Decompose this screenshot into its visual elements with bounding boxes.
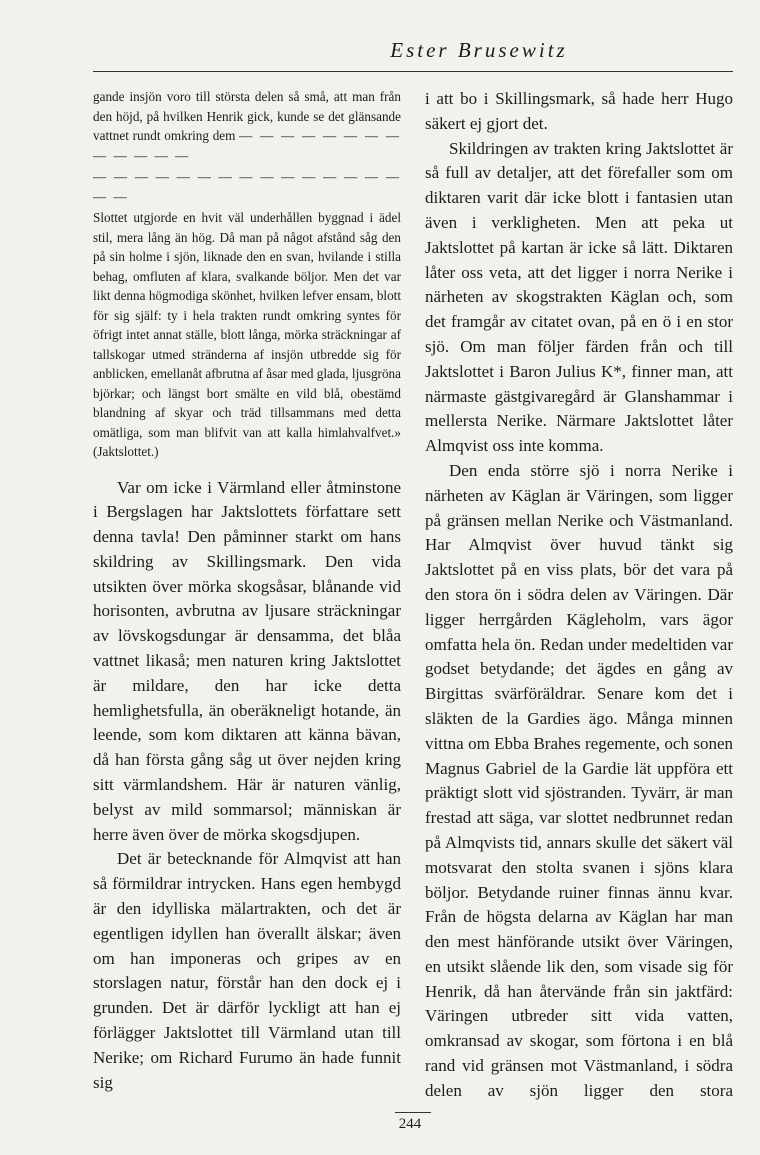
body-paragraph: Skildringen av trakten kring Jaktslottet är så full av detaljer, att det förefaller som om diktaren varit där icke blott i fantasien utan även i verkligheten. Men att peka ut Jaktslottet på kartan är icke så lätt. Diktaren låter oss veta, att det ligger i norra Nerike i närheten av skogstrakten Käglan och, som det framgår av citatet ovan, på en ö i en stor sjö. Om man följer färden från och till Jaktslottet i Baron Julius K*, finner man, att närmaste gästgivaregård är Glanshammar i mellersta Nerike. Närmare Jaktslottet låter Almqvist oss inte komma. [425, 138, 733, 456]
header-rule [93, 71, 733, 72]
body-paragraph: Var om icke i Värmland eller åtminstone i Bergslagen har Jaktslottets författare sett denna tavla! Den påminner starkt om hans skildring av Skillingsmark. Den vida utsikten över mörka skogsåsar, blånande vid horisonten, avbrutna av ljusare sträckningar av lövskogsdungar är densamma, det blåa vattnet likaså; men naturen kring Jaktslottet är mildare, den har icke detta hemlighetsfulla, än oberäkneligt hotande, än leende, som kom diktaren att känna bävan, då han första gång såg ut över nejden kring sitt värmlandshem. Här är naturen vänlig, belyst av mild sommarsol; människan är herre även över de mörka skogsdjupen. [93, 477, 401, 844]
right-body-text [425, 87, 733, 1104]
quote-paragraph: Slottet utgjorde en hvit väl underhållen byggnad i ädel stil, mera lång än hög. Då man på något afstånd såg den på sin holme i sjön, liknade den en svan, hvilande i stilla behag, omfluten af klara, svalkande böljor. Men det var likt denna högmodiga skönhet, hvilken lefver ensam, blott för sig själf: ty i hela trakten rundt omkring syntes för öfrigt intet annat ställe, blott långa, mörka sträckningar af tallskogar utmed stränderna af insjön utbredde sig för anblicken, emellanåt afbrutna af åsar med glada, ljusgröna björkar; och längst bort smälte en vild blå, obestämd blandning af skyar och träd tillsammans med detta omätliga, som man blifvit van att kalla himlahvalfvet.» (Jaktslottet.) [93, 210, 401, 459]
body-paragraph: Det är betecknande för Almqvist att han så förmildrar intrycken. Hans egen hembygd är den idylliska mälartrakten, och det är egentligen idyllen han överallt älskar; även om han imponeras och gripes av en storslagen natur, förstår han den dock ej i grunden. Det är därför lyckligt att han ej förlägger Jaktslottet till Värmland utan till Nerike; om Richard Furumo än hade funnit sig [93, 849, 401, 1092]
left-body-text [93, 476, 401, 1096]
footer-rule [395, 1112, 431, 1113]
quote-dash-line-full: — — — — — — — — — — — — — — — — — [93, 169, 401, 204]
body-paragraph: Den enda större sjö i norra Nerike i närheten av Käglan är Väringen, som ligger på gränsen mellan Nerike och Västmanland. Har Almqvist över huvud tänkt sig Jaktslottet på en viss plats, bör det vara på den stora ön i södra delen av Väringen. Där ligger herrgården Kägleholm, vars ägor omfatta hela ön. Redan under medeltiden var godset betydande; det ägdes en gång av Birgittas svärföräldrar. Senare kom det i släkten de la Gardies ägo. Många minnen vittna om Ebba Brahes regemente, och sonen Magnus Gabriel de la Gardie lät uppföra ett präktigt slott vid sjöstranden. Tyvärr, är man frestad att säga, var slottet nedbrunnet redan på Almqvists tid, annars skulle det säkert väl motsvarat den stolta svanen i sjöns klara böljor. Betydande ruiner finnas ännu kvar. Från de högsta delarna av Käglan har man den mest hänförande utsikt över Väringen, en utsikt slående lik den, som visade sig för Henrik, då han återvände från sin jaktfärd: Väringen utbreder sitt vida vatten, omkransad av skogar, som förtona i en blå rand vid gränsen mot Västmanland, i södra delen av sjön ligger den stora [425, 460, 733, 1100]
page-number: 244 [398, 1116, 422, 1132]
right-column [425, 87, 733, 1104]
body-paragraph: i att bo i Skillingsmark, så hade herr Hugo säkert ej gjort det. [425, 89, 733, 133]
block-quote [93, 87, 401, 462]
running-header: Ester Brusewitz [390, 38, 568, 62]
left-column [93, 87, 401, 1095]
quote-paragraph: gande insjön voro till största delen så små, att man från den höjd, på hvilken Henrik gick, kunde se det glänsande vattnet rundt omkring dem — — — — — — — — — — — — — [93, 89, 402, 163]
quote-dash-line: — — — — — — — — — — — — — [93, 128, 402, 163]
